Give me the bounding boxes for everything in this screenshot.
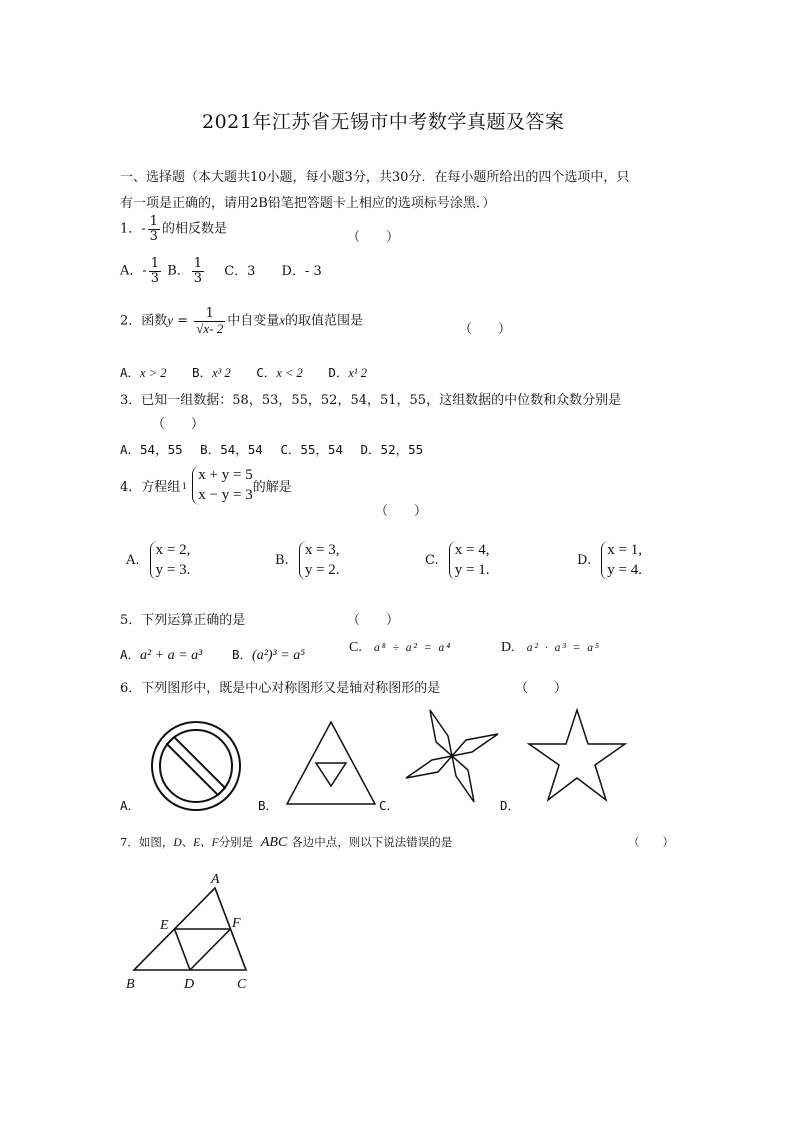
- q5-option-a: A．a² + a = a³: [120, 647, 203, 663]
- question-6: 6．下列图形中，既是中心对称图形又是轴对称图形的是: [120, 681, 441, 696]
- label-d: D: [184, 977, 195, 992]
- q6-figure-b-triangle: [283, 718, 379, 808]
- q3-options: A．54，55 B．54，54 C．55，54 D．52，55: [120, 442, 424, 457]
- q5-option-b: B．(a²)³ = a⁵: [232, 647, 306, 663]
- q6-figure-c-pinwheel: [404, 708, 500, 804]
- section-heading-line2: 有一项是正确的，请用2B铅笔把答题卡上相应的选项标号涂黑．）: [120, 196, 496, 211]
- question-5: 5．下列运算正确的是: [120, 613, 246, 628]
- q6-option-b: B．: [258, 798, 279, 813]
- q4-option-c: C. x = 4, y = 1.: [425, 541, 489, 580]
- q6-figure-d-star: [525, 707, 629, 803]
- q4-option-a: A. x = 2, y = 3.: [126, 541, 190, 580]
- label-f: F: [232, 916, 241, 931]
- question-7: 7．如图，D、E、F分别是 ABC 各边中点，则以下说法错误的是: [120, 835, 453, 850]
- q6-answer-paren: （ ）: [515, 681, 568, 696]
- q6-option-d: D．: [500, 798, 521, 813]
- q1-option-a: A．-: [120, 263, 147, 279]
- q7-triangle-figure: [120, 866, 280, 996]
- q5-option-d: D. a² · a³ = a⁵: [501, 640, 602, 655]
- segment-ed: [175, 929, 191, 970]
- q1-number: 1．-: [120, 221, 146, 237]
- q1-answer-paren: （ ）: [347, 230, 400, 245]
- label-c: C: [237, 977, 247, 992]
- q1-fraction: $\frac{1}{3}$: [149, 214, 158, 244]
- q5-answer-paren: （ ）: [347, 613, 400, 628]
- q4-option-b: B. x = 3, y = 2.: [275, 541, 340, 580]
- q6-figure-a-no-sign: [148, 718, 244, 814]
- label-a: A: [211, 872, 220, 887]
- question-4: 4．方程组 x + y = 5 x − y = 3 的解是: [120, 466, 292, 505]
- q1-option-c: C．3: [224, 263, 256, 279]
- q6-option-a: A．: [120, 798, 141, 813]
- q3-answer-paren: （ ）: [152, 417, 205, 432]
- q1-option-d: D．- 3: [281, 263, 322, 279]
- q1-options: A．- $\frac{1}{3}$ B． $\frac{1}{3}$ C．3 D．- 3: [120, 256, 322, 286]
- q1-option-b: B．: [167, 263, 190, 279]
- q2-options: A．x > 2 B．x³ 2 C．x < 2 D．x¹ 2: [120, 365, 368, 380]
- q4-option-d: D. x = 1, y = 4.: [577, 541, 642, 580]
- page-title: 2021年江苏省无锡市中考数学真题及答案: [202, 111, 565, 133]
- section-heading-line1: 一、选择题（本大题共10小题，每小题3分，共30分．在每小题所给出的四个选项中，只: [120, 170, 630, 185]
- question-1: [120, 215, 227, 243]
- q6-option-c: C．: [379, 798, 400, 813]
- segment-df: [190, 929, 231, 970]
- q4-system: x + y = 5 x − y = 3: [192, 466, 252, 505]
- q7-answer-paren: （ ）: [628, 835, 674, 849]
- question-3: 3．已知一组数据：58，53，55，52，54，51，55，这组数据的中位数和众数分别是: [120, 393, 622, 408]
- q1-text: 的相反数是: [161, 221, 227, 237]
- label-e: E: [160, 918, 169, 933]
- q5-option-c: C. a⁸ ÷ a² = a⁴: [349, 640, 453, 655]
- q2-answer-paren: （ ）: [459, 322, 512, 337]
- label-b: B: [126, 977, 135, 992]
- q4-mark: 1: [182, 482, 188, 491]
- question-2: 2．函数y = $\frac{1}{√x- 2}$ 中自变量x的取值范围是: [120, 306, 364, 336]
- q4-answer-paren: （ ）: [375, 504, 428, 519]
